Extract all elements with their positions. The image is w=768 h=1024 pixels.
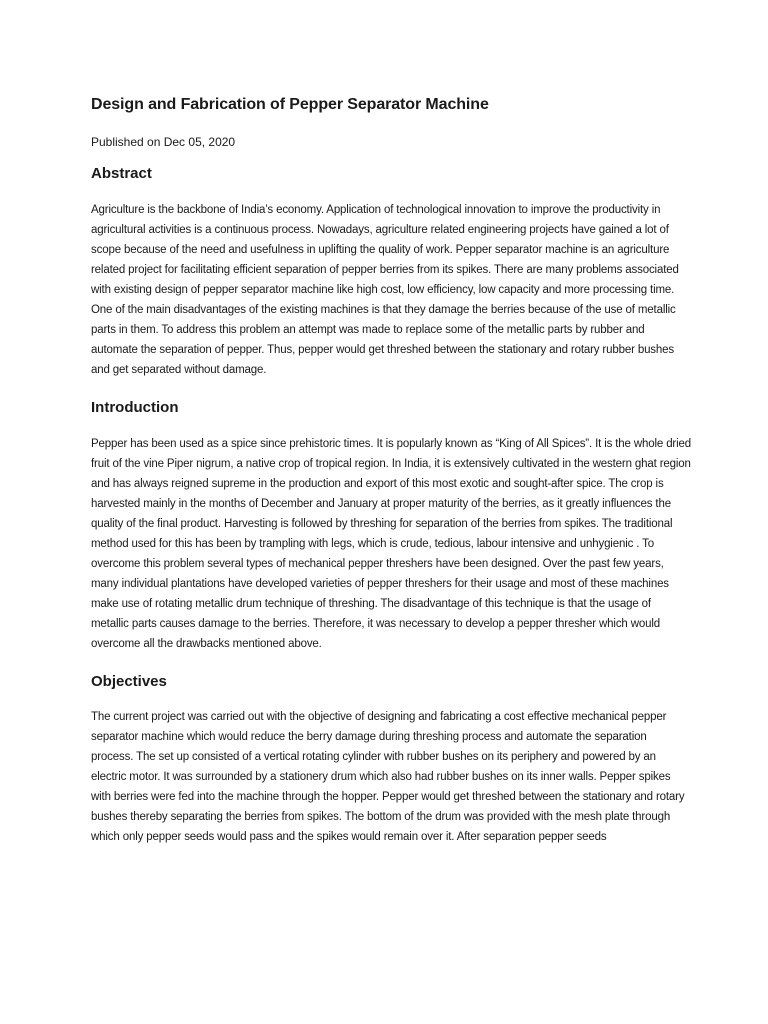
publish-date: Published on Dec 05, 2020 [91, 135, 236, 149]
objectives-heading: Objectives [91, 673, 167, 690]
introduction-heading: Introduction [91, 399, 179, 416]
document-title: Design and Fabrication of Pepper Separator Machine [91, 96, 489, 113]
abstract-paragraph: Agriculture is the backbone of India’s economy. Application of technological innovation to improve the productivity in agricultural activities is a continuous process. Nowadays, agriculture related engineering projects have gained a lot of scope because of the need and usefulness in uplifting the quality of work. Pepper separator machine is an agriculture related project for facilitating efficient separation of pepper berries from its spikes. There are many problems associated with existing design of pepper separator machine like high cost, low efficiency, low capacity and more processing time. One of the main disadvantages of the existing machines is that they damage the berries because of the use of metallic parts in them. To address this problem an attempt was made to replace some of the metallic parts by rubber and automate the separation of pepper. Thus, pepper would get threshed between the stationary and rotary rubber bushes and get separated without damage. [91, 204, 679, 376]
abstract-heading: Abstract [91, 165, 152, 182]
introduction-paragraph: Pepper has been used as a spice since prehistoric times. It is popularly known as “King of All Spices”. It is the whole dried fruit of the vine Piper nigrum, a native crop of tropical region. In India, it is extensively cultivated in the western ghat region and has always reigned supreme in the production and export of this most exotic and sought-after spice. The crop is harvested mainly in the months of December and January at proper maturity of the berries, as it greatly influences the quality of the final product. Harvesting is followed by threshing for separation of the berries from spikes. The traditional method used for this has been by trampling with legs, which is crude, tedious, labour intensive and unhygienic . To overcome this problem several types of mechanical pepper threshers have been designed. Over the past few years, many individual plantations have developed varieties of pepper threshers for their usage and most of these machines make use of rotating metallic drum technique of threshing. The disadvantage of this technique is that the usage of metallic parts causes damage to the berries. Therefore, it was necessary to develop a pepper thresher which would overcome all the drawbacks mentioned above. [91, 438, 692, 650]
document-page [91, 94, 691, 847]
objectives-paragraph: The current project was carried out with the objective of designing and fabricating a cost effective mechanical pepper separator machine which would reduce the berry damage during threshing process and automate the separation process. The set up consisted of a vertical rotating cylinder with rubber bushes on its periphery and powered by an electric motor. It was surrounded by a stationery drum which also had rubber bushes on its inner walls. Pepper spikes with berries were fed into the machine through the hopper. Pepper would get threshed between the stationary and rotary bushes thereby separating the berries from spikes. The bottom of the drum was provided with the mesh plate through which only pepper seeds would pass and the spikes would remain over it. After separation pepper seeds [91, 711, 685, 843]
